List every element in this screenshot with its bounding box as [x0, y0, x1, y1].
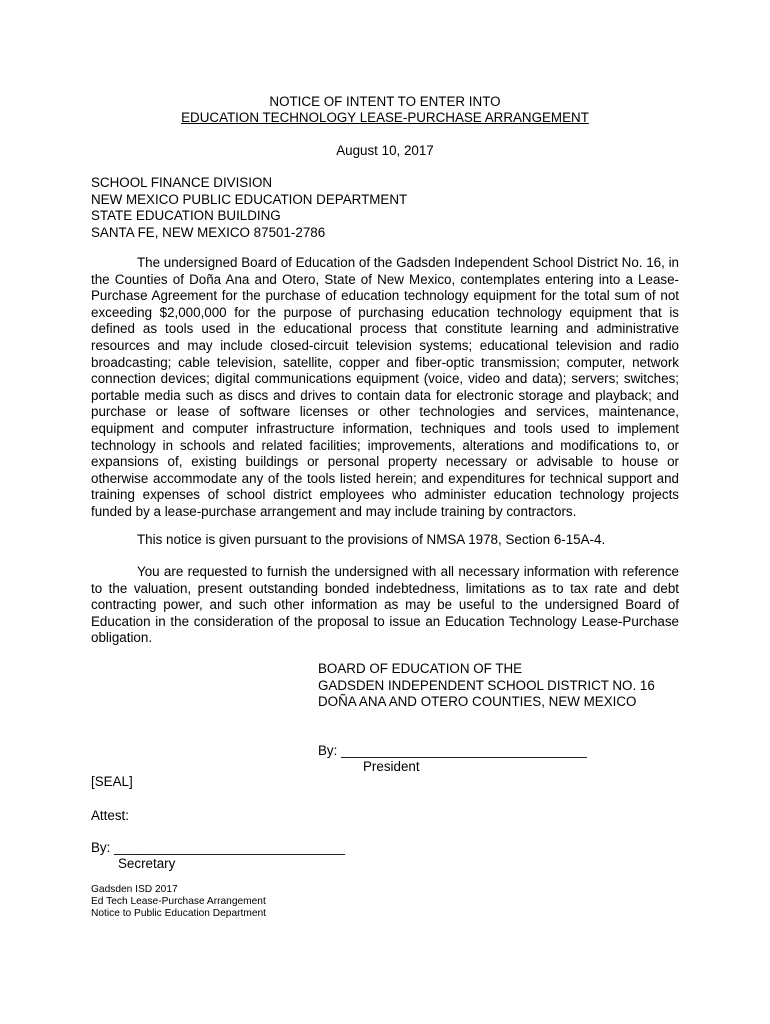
president-signature-line: By: _________________________________	[318, 743, 587, 758]
secretary-label: Secretary	[118, 856, 176, 871]
document-footer	[91, 884, 266, 920]
document-date: August 10, 2017	[336, 143, 434, 158]
address-line: STATE EDUCATION BUILDING	[91, 208, 281, 224]
address-line: SCHOOL FINANCE DIVISION	[91, 175, 273, 190]
recipient-address	[91, 175, 407, 241]
body-paragraph-3: You are requested to furnish the undersigned with all necessary information with reference to the valuation, present outstanding bonded indebtedness, limitations as to tax rate and debt contracting power, and such other information as may be useful to the undersigned Board of Education in the consideration of the proposal to issue an Education Technology Lease-Purchase obligation.	[91, 564, 679, 646]
address-line: SANTA FE, NEW MEXICO 87501-2786	[91, 224, 326, 240]
president-label: President	[363, 759, 420, 774]
document-title-line2: EDUCATION TECHNOLOGY LEASE-PURCHASE ARRANGEMENT	[181, 110, 589, 125]
board-signature-block	[318, 661, 655, 711]
board-line: BOARD OF EDUCATION OF THE	[318, 661, 523, 676]
footer-line: Ed Tech Lease-Purchase Arrangement	[91, 896, 266, 907]
body-paragraph-1: The undersigned Board of Education of the Gadsden Independent School District No. 16, in the Counties of Doña Ana and Otero, State of New Mexico, contemplates entering into a Lease-Purchase Agreement for the purchase of education technology equipment for the total sum of not exceeding $2,000,000 for the purpose of purchasing education technology equipment that is defined as tools used in the educational process that constitute learning and administrative resources and may include closed-circuit television systems; educational television and radio broadcasting; cable television, satellite, copper and fiber-optic transmission; computer, network connection devices; digital communications equipment (voice, video and data); servers; switches; portable media such as discs and drives to contain data for electronic storage and playback; and purchase or lease of software licenses or other technologies and services, maintenance, equipment and computer infrastructure information, techniques and tools used to implement technology in schools and related facilities; improvements, alterations and modifications to, or expansions of, existing buildings or personal property necessary or advisable to house or otherwise accommodate any of the tools listed herein; and expenditures for technical support and training expenses of school district employees who administer education technology projects funded by a lease-purchase arrangement and may include training by contractors.	[91, 255, 679, 519]
board-line: DOÑA ANA AND OTERO COUNTIES, NEW MEXICO	[318, 694, 637, 710]
footer-line: Notice to Public Education Department	[91, 908, 266, 919]
body-paragraph-2: This notice is given pursuant to the provisions of NMSA 1978, Section 6-15A-4.	[137, 532, 606, 547]
board-line: GADSDEN INDEPENDENT SCHOOL DISTRICT NO. 16	[318, 677, 655, 693]
footer-line: Gadsden ISD 2017	[91, 884, 178, 895]
address-line: NEW MEXICO PUBLIC EDUCATION DEPARTMENT	[91, 191, 408, 207]
document-title-line1: NOTICE OF INTENT TO ENTER INTO	[269, 94, 501, 109]
seal-placeholder: [SEAL]	[91, 774, 133, 789]
secretary-signature-line: By: _______________________________	[91, 840, 345, 855]
attest-label: Attest:	[91, 808, 129, 823]
